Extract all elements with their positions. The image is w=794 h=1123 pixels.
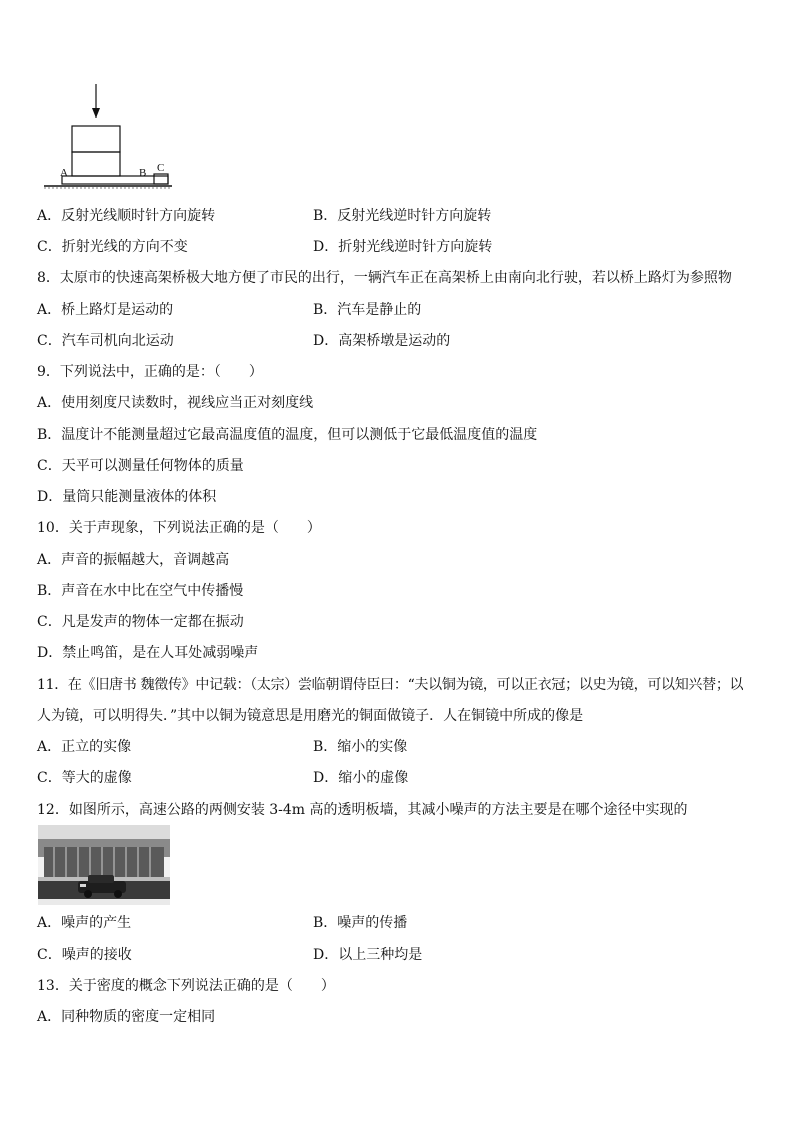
base-plate (62, 176, 168, 184)
q9-stem: 9．下列说法中，正确的是：（ ） (37, 364, 263, 380)
highway-noise-barrier-photo (38, 825, 170, 905)
q8-option-d: D．高架桥墩是运动的 (313, 333, 451, 349)
q11-option-d: D．缩小的虚像 (313, 770, 409, 786)
q9-option-c: C．天平可以测量任何物体的质量 (37, 458, 244, 474)
q12-option-b: B．噪声的传播 (313, 915, 408, 931)
q9-option-a: A．使用刻度尺读数时，视线应当正对刻度线 (37, 395, 314, 411)
q10-option-c: C．凡是发声的物体一定都在振动 (37, 614, 244, 630)
q7-option-b: B．反射光线逆时针方向旋转 (313, 208, 492, 224)
q11-option-b: B．缩小的实像 (313, 739, 408, 755)
q13-option-a: A．同种物质的密度一定相同 (37, 1009, 216, 1025)
q12-option-a: A．噪声的产生 (37, 915, 132, 931)
q9-option-d: D．量筒只能测量液体的体积 (37, 489, 217, 505)
light-refraction-figure (40, 82, 175, 192)
q12-option-c: C．噪声的接收 (37, 947, 132, 963)
q12-stem: 12．如图所示，高速公路的两侧安装 3-4m 高的透明板墙，其减小噪声的方法主要是在哪个途径中实现的 (37, 802, 688, 818)
q10-option-b: B．声音在水中比在空气中传播慢 (37, 583, 244, 599)
q8-option-c: C．汽车司机向北运动 (37, 333, 174, 349)
label-a: A (60, 167, 68, 179)
label-b: B (139, 167, 147, 179)
q12-option-d: D．以上三种均是 (313, 947, 423, 963)
glass-block-bottom (72, 152, 120, 176)
q13-stem: 13．关于密度的概念下列说法正确的是（ ） (37, 978, 335, 994)
q11-option-c: C．等大的虚像 (37, 770, 132, 786)
q11-stem-line1: 11．在《旧唐书 魏徵传》中记载：（太宗）尝临朝谓侍臣曰：“夫以铜为镜，可以正衣冠；以史为镜，可以知兴替；以 (37, 677, 744, 693)
q8-option-a: A．桥上路灯是运动的 (37, 302, 174, 318)
glass-block-top (72, 126, 120, 152)
ray-arrowhead (92, 108, 100, 118)
q11-option-a: A．正立的实像 (37, 739, 132, 755)
q7-option-a: A．反射光线顺时针方向旋转 (37, 208, 216, 224)
q10-option-a: A．声音的振幅越大，音调越高 (37, 552, 230, 568)
q10-stem: 10．关于声现象，下列说法正确的是（ ） (37, 520, 321, 536)
q7-option-c: C．折射光线的方向不变 (37, 239, 188, 255)
q11-stem-line2: 人为镜，可以明得失．”其中以铜为镜意思是用磨光的铜面做镜子．人在铜镜中所成的像是 (37, 708, 584, 724)
q10-option-d: D．禁止鸣笛，是在人耳处减弱噪声 (37, 645, 259, 661)
label-c: C (157, 162, 165, 174)
noise-barrier-wall (44, 847, 164, 877)
q9-option-b: B．温度计不能测量超过它最高温度值的温度，但可以测低于它最低温度值的温度 (37, 427, 538, 443)
q7-option-d: D．折射光线逆时针方向旋转 (313, 239, 493, 255)
q8-option-b: B．汽车是静止的 (313, 302, 422, 318)
q8-stem: 8．太原市的快速高架桥极大地方便了市民的出行，一辆汽车正在高架桥上由南向北行驶，若以桥上路灯为参照物 (37, 270, 732, 286)
